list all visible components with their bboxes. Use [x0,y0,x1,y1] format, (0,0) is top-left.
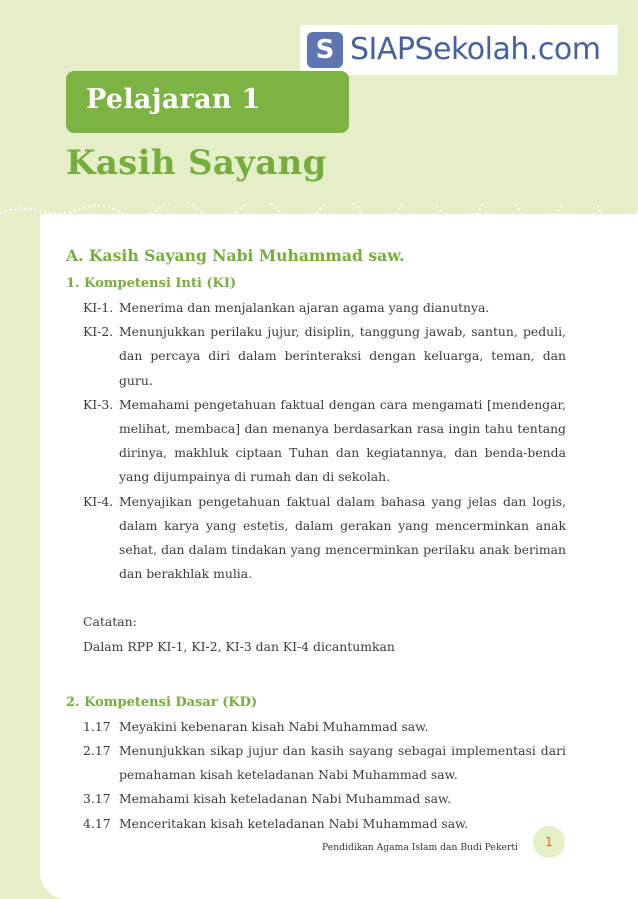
ki-code: KI-2. [83,324,114,340]
ki-item [66,320,566,393]
ki-text: Menunjukkan perilaku jujur, disiplin, tanggung jawab, santun, peduli, dan percaya diri dalam berinteraksi dengan keluarga, teman, dan guru. [119,324,566,388]
ki-text: Menyajikan pengetahuan faktual dalam bahasa yang jelas dan logis, dalam karya yang estetis, dalam gerakan yang mencerminkan anak sehat, dan dalam tindakan yang mencerminkan perilaku anak beriman dan berakhlak mulia. [119,493,566,582]
kd-code: 1.17 [83,718,111,734]
kd-text: Menunjukkan sikap jujur dan kasih sayang sebagai implementasi dari pemahaman kisah keteladanan Nabi Muhammad saw. [119,743,566,783]
kd-text: Memahami kisah keteladanan Nabi Muhammad saw. [119,791,452,807]
page-header [0,0,638,215]
chapter-title: Kasih Sayang [66,143,327,183]
kd-heading: 2. Kompetensi Dasar (KD) [66,694,258,710]
kd-item [66,812,566,836]
ki-heading: 1. Kompetensi Inti (KI) [66,276,237,291]
ki-text: Memahami pengetahuan faktual dengan cara mengamati [mendengar, melihat, membaca] dan menanya berdasarkan rasa ingin tahu tentang dirinya, makhluk ciptaan Tuhan dan kegiatannya, dan benda-benda yang dijumpainya di rumah dan di sekolah. [119,396,566,485]
spacer [66,586,566,610]
ki-item [66,296,566,320]
lesson-label-tab [66,71,349,133]
ki-item [66,490,566,587]
kd-item [66,787,566,811]
ki-code: KI-1. [83,300,114,315]
footer-book-title: Pendidikan Agama Islam dan Budi Pekerti [322,842,518,853]
kd-code: 3.17 [83,791,111,807]
note-label: Catatan: [83,614,137,630]
ki-code: KI-3. [83,396,114,412]
section-a-title: A. Kasih Sayang Nabi Muhammad saw. [66,246,405,265]
kd-item [66,739,566,787]
spacer [66,659,566,691]
lesson-content [66,244,566,836]
logo-icon: S [307,32,343,68]
lesson-label: Pelajaran 1 [86,84,261,115]
logo-text: SIAPSekolah.com [350,32,601,67]
page-number-badge [533,826,565,858]
site-logo [300,25,618,75]
ki-code: KI-4. [83,493,114,509]
ki-text: Menerima dan menjalankan ajaran agama yang dianutnya. [119,300,490,315]
kd-code: 2.17 [83,743,111,759]
note-text: Dalam RPP KI-1, KI-2, KI-3 dan KI-4 dicantumkan [83,638,395,654]
kd-item [66,715,566,739]
page-number: 1 [545,835,553,849]
kd-text: Meyakini kebenaran kisah Nabi Muhammad saw. [119,718,429,734]
kd-code: 4.17 [83,815,111,831]
ki-item [66,393,566,490]
kd-text: Menceritakan kisah keteladanan Nabi Muhammad saw. [119,815,469,831]
